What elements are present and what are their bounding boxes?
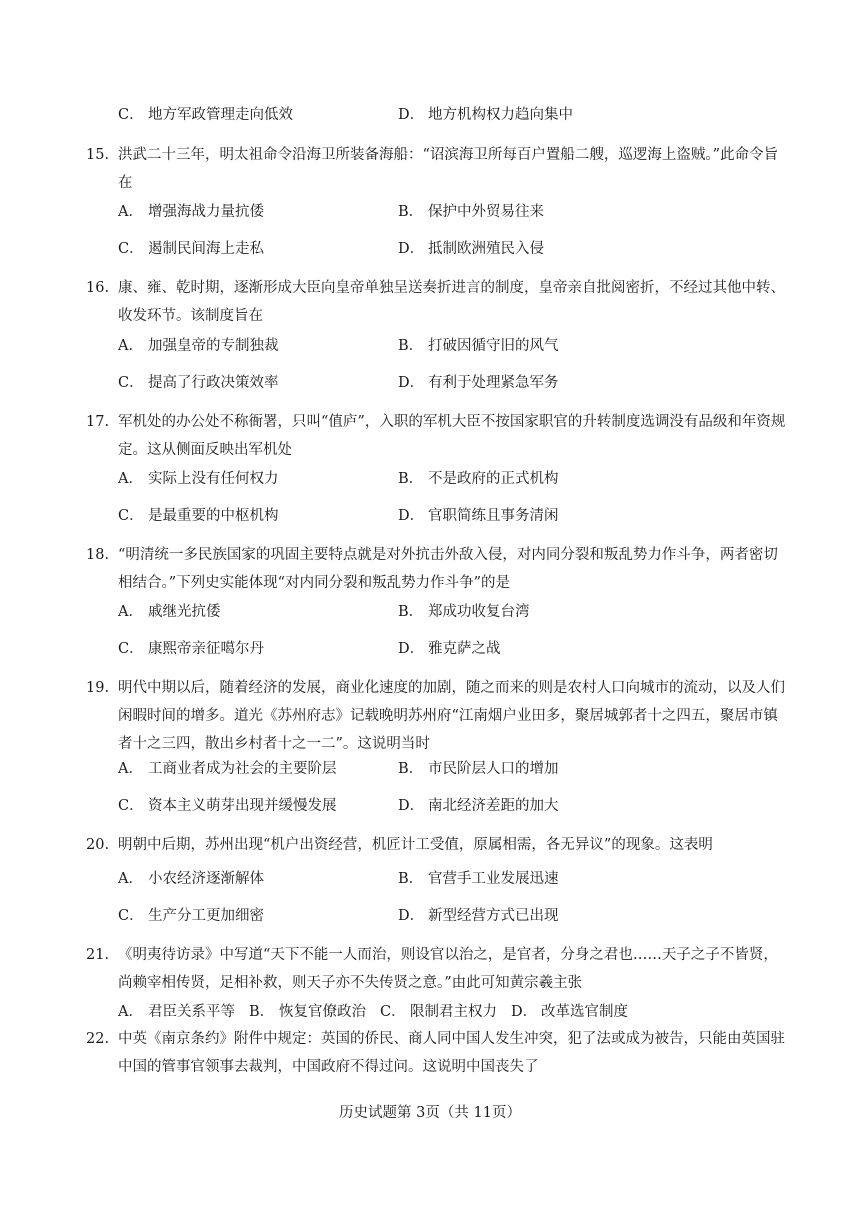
option-text: 雅克萨之战: [428, 641, 501, 657]
options-row: [118, 239, 786, 259]
question-stem: “明清统一多民族国家的巩固主要特点就是对外抗击外敌入侵，对内同分裂和叛乱势力作斗争，两者密切相结合。”下列史实能体现“对内同分裂和叛乱势力作斗争”的是: [118, 547, 778, 591]
option-c: C． 遏制民间海上走私: [118, 241, 264, 257]
question-19: [86, 674, 786, 758]
option-a: A． 增强海战力量抗倭: [118, 204, 264, 220]
option-c: C． 地方军政管理走向低效: [118, 107, 293, 123]
option-text: 实际上没有任何权力: [148, 471, 279, 487]
options-row: [118, 506, 786, 526]
option-c: C． 康熙帝亲征噶尔丹: [118, 641, 264, 657]
option-a: A． 工商业者成为社会的主要阶层: [118, 761, 337, 777]
option-text: 地方军政管理走向低效: [148, 107, 293, 123]
options-row: [118, 869, 786, 889]
question-number: 16.: [86, 280, 110, 296]
option-text: 南北经济差距的加大: [428, 798, 559, 814]
question-stem: 明朝中后期，苏州出现“机户出资经营，机匠计工受值，原属相需，各无异议”的现象。这表明: [118, 837, 713, 853]
option-text: 官职简练且事务清闲: [428, 508, 559, 524]
option-b: B． 打破因循守旧的风气: [398, 338, 559, 354]
option-text: 新型经营方式已出现: [428, 908, 559, 924]
question-number: 20.: [86, 837, 110, 853]
option-c: C． 生产分工更加细密: [118, 908, 264, 924]
question-stem: 明代中期以后，随着经济的发展，商业化速度的加剧，随之而来的则是农村人口向城市的流动，以及人们闲暇时间的增多。道光《苏州府志》记载晚明苏州府“江南烟户业田多，聚居城郭者十之四五，聚居市镇者十之三四，散出乡村者十之一二”。这说明当时: [118, 680, 785, 752]
question-number: 22.: [86, 1031, 110, 1047]
q21-options: [118, 1002, 786, 1022]
option-text: 抵制欧洲殖民入侵: [428, 241, 544, 257]
question-number: 18.: [86, 547, 110, 563]
question-21: [86, 941, 786, 997]
option-text: 恢复官僚政治: [279, 1004, 366, 1020]
question-number: 19.: [86, 680, 110, 696]
options-row: [118, 105, 786, 125]
option-d: D． 南北经济差距的加大: [398, 798, 559, 814]
options-row: [118, 602, 786, 622]
option-a: A． 加强皇帝的专制独裁: [118, 338, 279, 354]
page-footer: 历史试题第 3页（共 11页）: [339, 1105, 521, 1121]
q16-options: [118, 336, 786, 393]
options-row: [118, 1002, 786, 1022]
option-text: 提高了行政决策效率: [148, 375, 279, 391]
option-text: 打破因循守旧的风气: [428, 338, 559, 354]
option-a: A． 君臣关系平等: [118, 1004, 235, 1020]
option-d: D． 有利于处理紧急军务: [398, 375, 559, 391]
option-text: 郑成功收复台湾: [428, 604, 530, 620]
question-18: [86, 541, 786, 597]
option-d: D． 雅克萨之战: [398, 641, 501, 657]
option-c: C． 资本主义萌芽出现并缓慢发展: [118, 798, 337, 814]
option-text: 加强皇帝的专制独裁: [148, 338, 279, 354]
q20-options: [118, 869, 786, 926]
option-a: A． 戚继光抗倭: [118, 604, 221, 620]
question-17: [86, 408, 786, 464]
option-text: 资本主义萌芽出现并缓慢发展: [148, 798, 337, 814]
question-15: [86, 141, 786, 197]
option-d: D． 抵制欧洲殖民入侵: [398, 241, 544, 257]
option-b: B． 市民阶层人口的增加: [398, 761, 559, 777]
option-b: B． 不是政府的正式机构: [398, 471, 559, 487]
question-stem: 《明夷待访录》中写道“天下不能一人而治，则设官以治之，是官者，分身之君也……天子之子不皆贤，尚赖宰相传贤，足相补救，则天子亦不失传贤之意。”由此可知黄宗羲主张: [118, 947, 778, 991]
option-text: 康熙帝亲征噶尔丹: [148, 641, 264, 657]
q14-options: [118, 105, 786, 125]
question-number: 17.: [86, 414, 110, 430]
question-number: 15.: [86, 147, 110, 163]
option-text: 增强海战力量抗倭: [148, 204, 264, 220]
options-row: [118, 639, 786, 659]
options-row: [118, 373, 786, 393]
question-stem: 洪武二十三年，明太祖命令沿海卫所装备海船：“诏滨海卫所每百户置船二艘，巡逻海上盗贼。”此命令旨在: [118, 147, 779, 191]
q18-options: [118, 602, 786, 659]
option-d: D． 改革选官制度: [511, 1004, 628, 1020]
option-b: B． 保护中外贸易往来: [398, 204, 544, 220]
question-16: [86, 274, 786, 330]
options-row: [118, 796, 786, 816]
option-text: 保护中外贸易往来: [428, 204, 544, 220]
question-stem: 中英《南京条约》附件中规定：英国的侨民、商人同中国人发生冲突，犯了法或成为被告，只能由英国驻中国的管事官领事去裁判，中国政府不得过问。这说明中国丧失了: [118, 1031, 785, 1075]
question-22: [86, 1025, 786, 1081]
option-text: 生产分工更加细密: [148, 908, 264, 924]
option-text: 戚继光抗倭: [148, 604, 221, 620]
option-text: 市民阶层人口的增加: [428, 761, 559, 777]
question-20: [86, 831, 786, 859]
option-d: D． 官职简练且事务清闲: [398, 508, 559, 524]
option-text: 不是政府的正式机构: [428, 471, 559, 487]
option-b: B． 恢复官僚政治: [249, 1004, 366, 1020]
option-b: B． 郑成功收复台湾: [398, 604, 530, 620]
option-text: 遏制民间海上走私: [148, 241, 264, 257]
option-text: 改革选官制度: [541, 1004, 628, 1020]
option-text: 限制君主权力: [410, 1004, 497, 1020]
option-a: A． 实际上没有任何权力: [118, 471, 279, 487]
option-text: 君臣关系平等: [148, 1004, 235, 1020]
option-text: 小农经济逐渐解体: [148, 871, 264, 887]
q15-options: [118, 202, 786, 259]
option-d: D． 新型经营方式已出现: [398, 908, 559, 924]
option-c: C． 提高了行政决策效率: [118, 375, 279, 391]
option-c: C． 是最重要的中枢机构: [118, 508, 279, 524]
question-number: 21.: [86, 947, 110, 963]
option-a: A． 小农经济逐渐解体: [118, 871, 264, 887]
options-row: [118, 759, 786, 779]
question-stem: 康、雍、乾时期，逐渐形成大臣向皇帝单独呈送奏折进言的制度，皇帝亲自批阅密折，不经过其他中转、收发环节。该制度旨在: [118, 280, 785, 324]
option-text: 地方机构权力趋向集中: [428, 107, 573, 123]
q17-options: [118, 469, 786, 526]
q19-options: [118, 759, 786, 816]
option-b: B． 官营手工业发展迅速: [398, 871, 559, 887]
option-d: D． 地方机构权力趋向集中: [398, 107, 573, 123]
options-row: [118, 906, 786, 926]
option-text: 是最重要的中枢机构: [148, 508, 279, 524]
options-row: [118, 469, 786, 489]
option-text: 有利于处理紧急军务: [428, 375, 559, 391]
option-text: 工商业者成为社会的主要阶层: [148, 761, 337, 777]
options-row: [118, 336, 786, 356]
option-text: 官营手工业发展迅速: [428, 871, 559, 887]
option-c: C． 限制君主权力: [380, 1004, 497, 1020]
options-row: [118, 202, 786, 222]
question-stem: 军机处的办公处不称衙署，只叫“值庐”，入职的军机大臣不按国家职官的升转制度选调没有品级和年资规定。这从侧面反映出军机处: [118, 414, 786, 458]
